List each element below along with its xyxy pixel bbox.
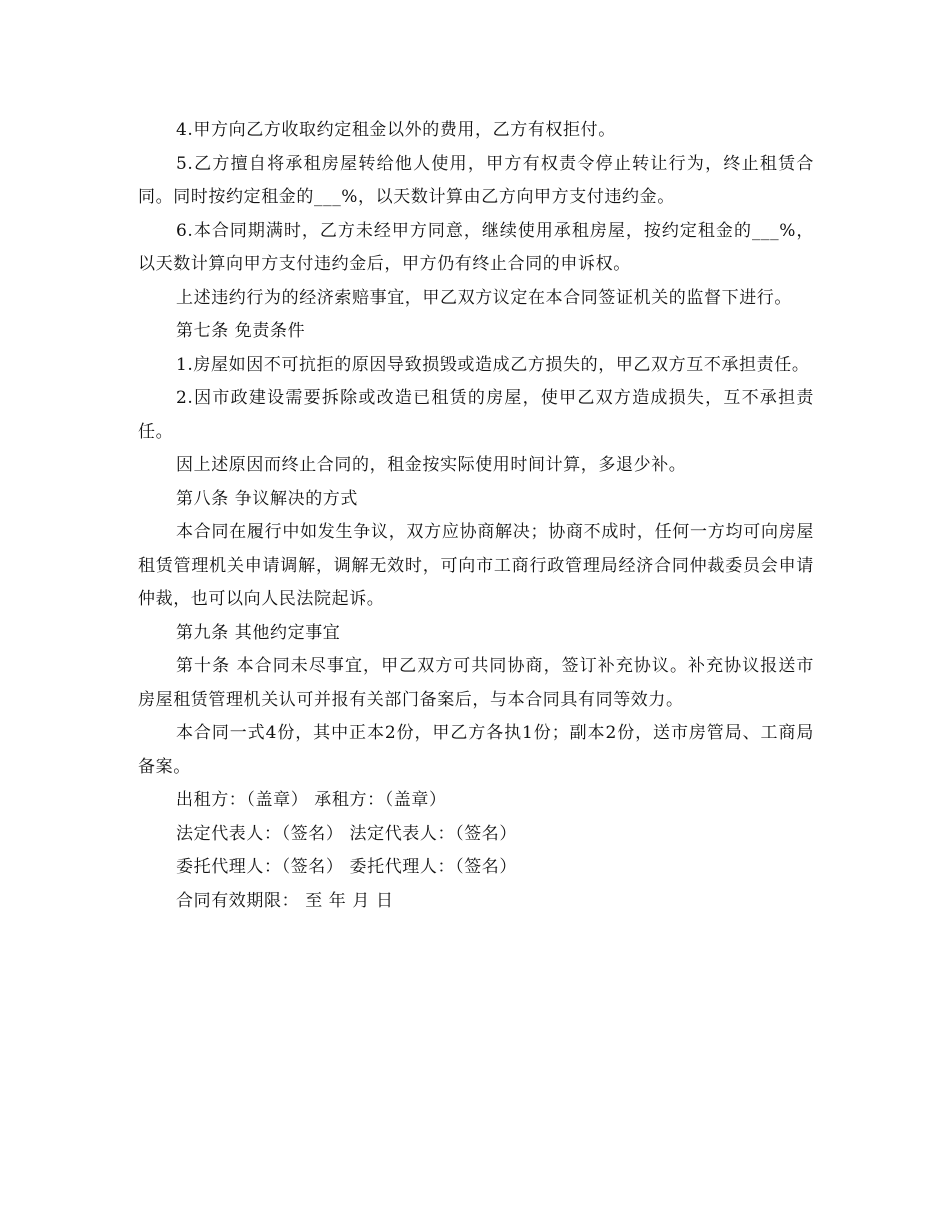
- clause-6-overstay-penalty: 6.本合同期满时，乙方未经甲方同意，继续使用承租房屋，按约定租金的___%，以天数计算向甲方支付违约金后，甲方仍有终止合同的申诉权。: [138, 220, 814, 274]
- exemption-item-2: 2.因市政建设需要拆除或改造已租赁的房屋，使甲乙双方造成损失，互不承担责任。: [138, 388, 814, 442]
- article-9-heading: 第九条 其他约定事宜: [176, 622, 341, 643]
- article-7-heading: 第七条 免责条件: [176, 321, 306, 341]
- rent-settlement-note: 因上述原因而终止合同的，租金按实际使用时间计算，多退少补。: [176, 455, 687, 475]
- dispute-resolution-text: 本合同在履行中如发生争议，双方应协商解决；协商不成时，任何一方均可向房屋租赁管理机关申请调解，调解无效时，可向市工商行政管理局经济合同仲裁委员会申请仲裁，也可以向人民法院起诉。: [138, 522, 814, 609]
- signature-line-parties: 出租方：（盖章） 承租方：（盖章）: [176, 790, 447, 810]
- signature-line-agent: 委托代理人：（签名） 委托代理人：（签名）: [176, 857, 518, 877]
- signature-line-legal-rep: 法定代表人：（签名） 法定代表人：（签名）: [176, 823, 518, 844]
- breach-claims-note: 上述违约行为的经济索赔事宜，甲乙双方议定在本合同签证机关的监督下进行。: [176, 287, 792, 308]
- validity-period-line: 合同有效期限： 至 年 月 日: [176, 890, 394, 911]
- article-8-heading: 第八条 争议解决的方式: [176, 488, 359, 509]
- clause-5-sublet-penalty: 5.乙方擅自将承租房屋转给他人使用，甲方有权责令停止转让行为，终止租赁合同。同时按约定租金的___%，以天数计算由乙方向甲方支付违约金。: [138, 153, 814, 207]
- article-10-text: 第十条 本合同未尽事宜，甲乙双方可共同协商，签订补充协议。补充协议报送市房屋租赁管理机关认可并报有关部门备案后，与本合同具有同等效力。: [138, 656, 814, 710]
- contract-body: [138, 114, 814, 918]
- exemption-item-1: 1.房屋如因不可抗拒的原因导致损毁或造成乙方损失的，甲乙双方互不承担责任。: [176, 354, 810, 375]
- copies-note: 本合同一式4份，其中正本2份，甲乙方各执1份；副本2份，送市房管局、工商局备案。: [138, 723, 814, 777]
- clause-4-extra-fees: 4.甲方向乙方收取约定租金以外的费用，乙方有权拒付。: [176, 120, 616, 140]
